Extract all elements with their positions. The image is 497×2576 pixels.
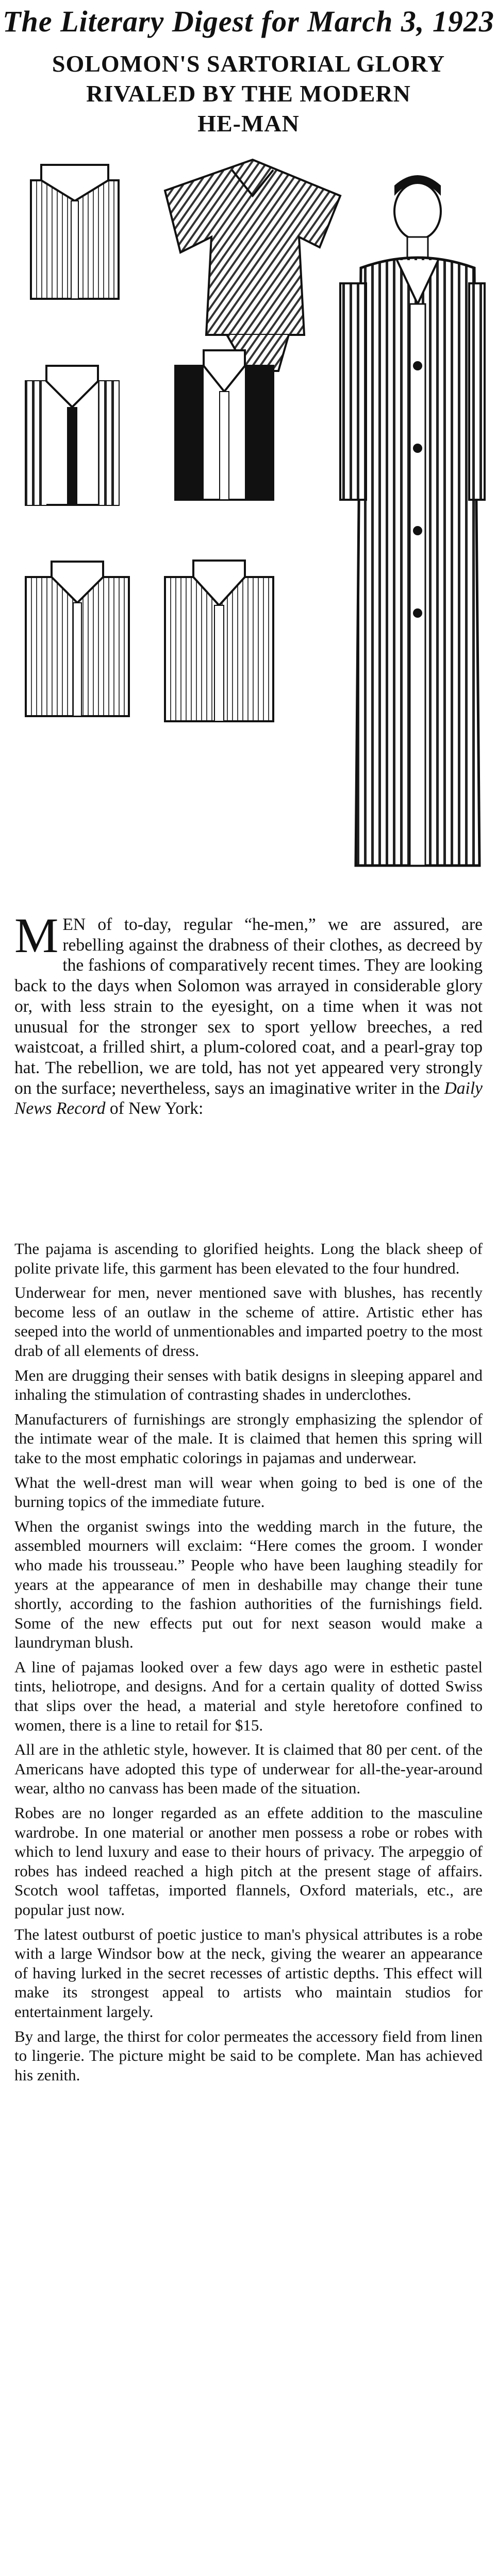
quote-paragraph: Men are drugging their senses with batik designs in sleeping apparel and inhaling the stimulation of contrasting shades in underclothes. xyxy=(14,1366,483,1404)
quote-paragraph: A line of pajamas looked over a few days ago were in esthetic pastel tints, heliotrope, and designs. And for a certain quality of dotted Swiss that slips over the head, a material and style heretofore confined to women, there is a line to retail for $15. xyxy=(14,1657,483,1734)
quote-paragraph: Underwear for men, never mentioned save with blushes, has recently become less of an outlaw in the scheme of attire. Artistic ether has seeped into the world of unmentionables and imparted poetry to the most drab of all elements of dress. xyxy=(14,1283,483,1360)
quote-paragraph: All are in the athletic style, however. It is claimed that 80 per cent. of the Americans have adopted this type of underwear for all-the-year-around wear, altho no canvass has been made of the situation. xyxy=(14,1740,483,1798)
quote-paragraph: The latest outburst of poetic justice to man's physical attributes is a robe with a large Windsor bow at the neck, giving the wearer an appearance of having lurked in the secret recesses of artistic depths. This effect will make its strongest appeal to artists who maintain studios for entertainment largely. xyxy=(14,1925,483,2021)
quoted-article xyxy=(14,1239,483,2090)
folded-shirt-5 xyxy=(165,561,273,721)
man-in-striped-robe xyxy=(340,175,485,866)
headline-line-2: RIVALED BY THE MODERN xyxy=(86,80,411,107)
quote-paragraph: Robes are no longer regarded as an effete addition to the masculine wardrobe. In one material or another men possess a robe or robes with which to lend luxury and ease to their hours of privacy. The arpeggio of robes has indeed reached a high pitch at the present stage of affairs. Scotch wool taffetas, imported flannels, Oxford materials, etc., are popular just now. xyxy=(14,1804,483,1919)
intro-text-end: of New York: xyxy=(109,1099,204,1118)
striped-pajamas xyxy=(165,160,340,371)
folded-shirt-1 xyxy=(31,165,119,299)
fashion-illustration xyxy=(10,149,487,896)
folded-shirt-4 xyxy=(26,562,129,716)
publication-name: Daily News Record xyxy=(14,1078,483,1118)
intro-text: EN of to-day, regular “he-men,” we are assured, are rebelling against the drabness of their clothes, as decreed by the fashions of comparatively recent times. They are looking back to the days when Solomon was arrayed in considerable glory or, with less strain to the eyesight, on a time when it was not unusual for the stronger sex to sport yellow breeches, a red waistcoat, a frilled shirt, a plum-colored coat, and a pearl-gray top hat. The rebellion, we are told, has not yet appeared very strongly on the surface; nevertheless, says an imaginative writer in the xyxy=(14,915,483,1098)
quote-paragraph: Manufacturers of furnishings are strongly emphasizing the splendor of the intimate wear of the male. It is claimed that hemen this spring will take to the most emphatic colorings in pajamas and underwear. xyxy=(14,1410,483,1467)
intro-paragraph xyxy=(14,908,483,1119)
folded-shirt-3 xyxy=(175,350,273,500)
masthead: The Literary Digest for March 3, 1923 xyxy=(3,5,494,38)
headline xyxy=(21,49,476,139)
fashion-illustration-svg xyxy=(10,149,487,896)
quote-paragraph: What the well-drest man will wear when going to bed is one of the burning topics of the immediate future. xyxy=(14,1473,483,1511)
folded-shirt-2 xyxy=(26,366,119,505)
quote-paragraph: The pajama is ascending to glorified heights. Long the black sheep of polite private life, this garment has been elevated to the four hundred. xyxy=(14,1240,483,1277)
headline-line-1: SOLOMON'S SARTORIAL GLORY xyxy=(52,50,445,77)
quote-paragraph: When the organist swings into the wedding march in the future, the assembled mourners will exclaim: “Here comes the groom. I wonder who made his trousseau.” People who have been laughing steadily for years at the appearance of men in deshabille may change their tune shortly, according to the fashion authorities of the furnishings field. Some of the new effects put out for next season would make a laundryman blush. xyxy=(14,1517,483,1652)
drop-cap: M xyxy=(14,908,59,963)
quote-paragraph: By and large, the thirst for color permeates the accessory field from linen to lingerie. The picture might be said to be complete. Man has achieved his zenith. xyxy=(14,2027,483,2084)
headline-line-3: HE-MAN xyxy=(197,110,300,137)
